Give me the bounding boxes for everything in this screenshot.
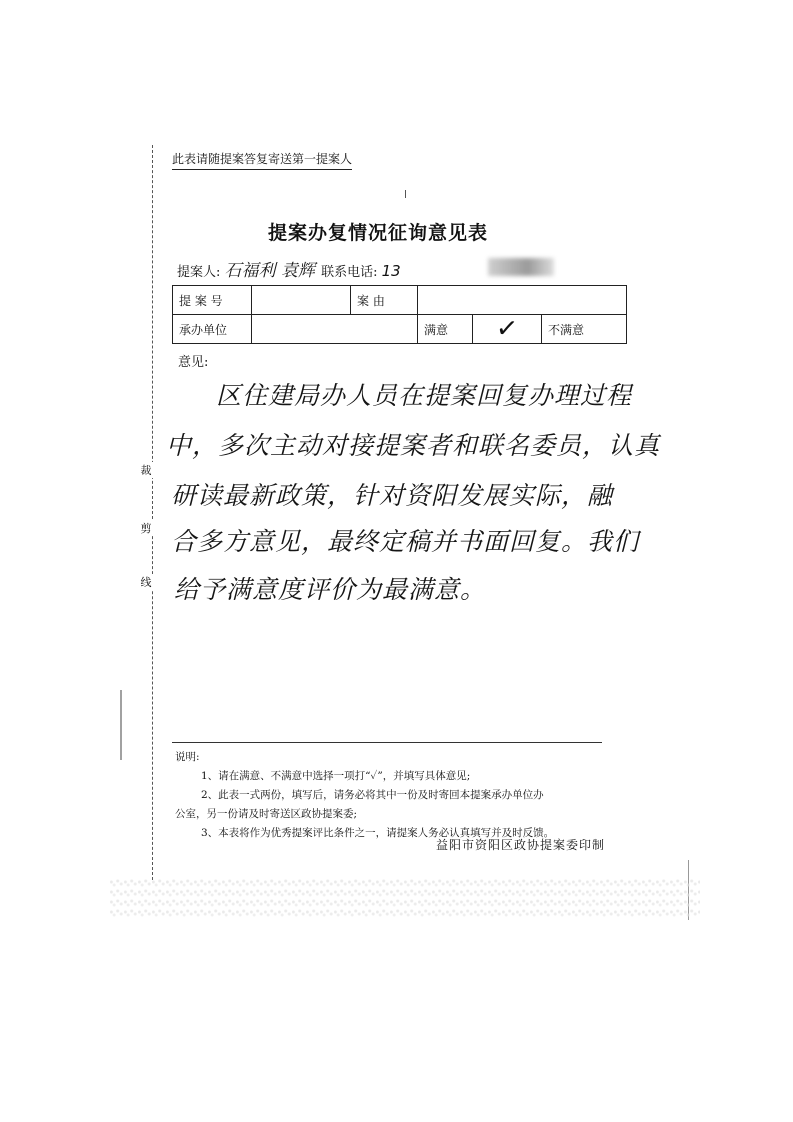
cut-line-char-1: 裁: [140, 464, 152, 477]
opinion-line-2: 中，多次主动对接提案者和联名委员，认真: [166, 431, 661, 460]
phone-label: 联系电话:: [321, 265, 378, 280]
notes-heading: 说明:: [175, 751, 200, 763]
scan-margin-mark: [120, 690, 124, 760]
proposal-no-label: 提 案 号: [173, 286, 252, 315]
handling-unit-value: [252, 315, 418, 344]
note-item-2a: 2、此表一式两份，填写后，请务必将其中一份及时寄回本提案承办单位办: [201, 789, 544, 801]
cut-line-char-2: 剪: [140, 522, 152, 535]
note-item-1: 1、请在满意、不满意中选择一项打“✓”，并填写具体意见;: [201, 770, 471, 782]
proposer-label: 提案人:: [177, 265, 221, 280]
redacted-phone-blur: [488, 258, 554, 276]
opinion-line-5: 给予满意度评价为最满意。: [174, 575, 487, 604]
proposal-reason-label: 案 由: [351, 286, 418, 315]
notes-section: [175, 748, 605, 843]
phone-number-handwritten: 13: [381, 262, 401, 280]
scan-noise: [110, 878, 700, 918]
opinion-line-4: 合多方意见，最终定稿并书面回复。我们: [171, 527, 640, 556]
form-title: 提案办复情况征询意见表: [268, 222, 489, 244]
cut-line: [152, 145, 153, 880]
handling-unit-label: 承办单位: [173, 315, 252, 344]
opinion-line-1: 区住建局办人员在提案回复办理过程: [216, 381, 633, 410]
note-item-3: 3、本表将作为优秀提案评比条件之一，请提案人务必认真填写并及时反馈。: [201, 827, 555, 839]
header-note: 此表请随提案答复寄送第一提案人: [172, 150, 352, 170]
proposer-name-handwritten: 石福利 袁辉: [224, 261, 315, 281]
notes-divider: [172, 742, 602, 743]
satisfied-check-cell: [473, 312, 542, 345]
proposal-info-table: [172, 285, 627, 344]
cut-line-char-3: 线: [140, 576, 152, 589]
opinion-handwritten-text: [166, 372, 666, 612]
proposer-row: [177, 256, 401, 281]
footer-organization: 益阳市资阳区政协提案委印制: [435, 838, 605, 852]
check-mark-icon: ✓: [494, 312, 520, 345]
scan-tick-mark: [405, 190, 406, 198]
proposal-no-value: [252, 286, 351, 315]
opinion-label: 意见:: [178, 355, 209, 370]
opinion-line-3: 研读最新政策，针对资阳发展实际，融: [171, 481, 614, 510]
note-item-2b: 公室，另一份请及时寄送区政协提案委;: [175, 808, 358, 820]
satisfied-label: 满意: [418, 315, 473, 344]
proposal-reason-value: [418, 286, 627, 315]
unsatisfied-label: 不满意: [542, 315, 627, 344]
